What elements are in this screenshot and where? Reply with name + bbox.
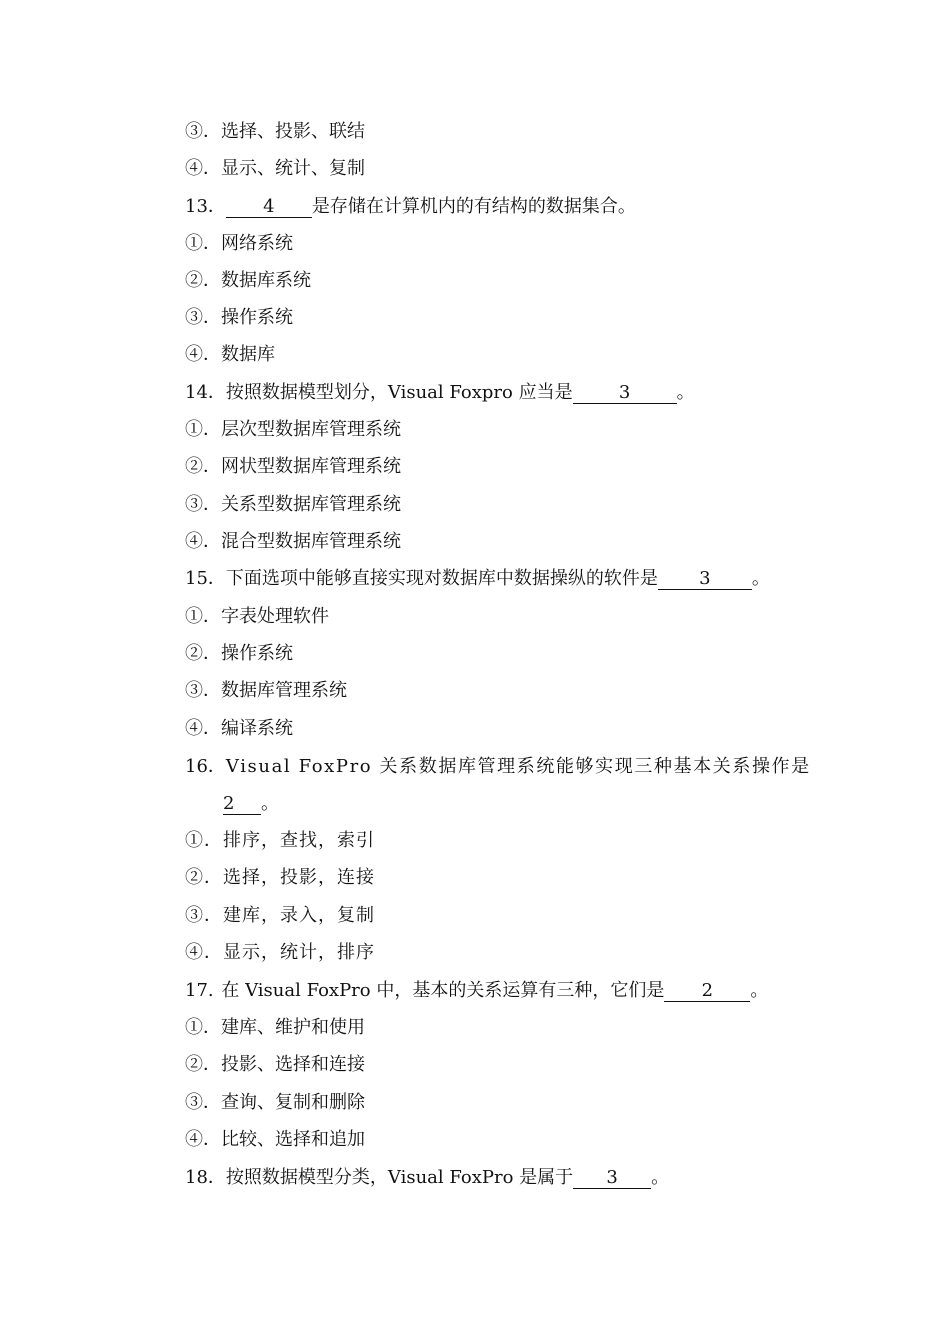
question-17 [185,979,768,1003]
option-line: ④．显示，统计，排序 [185,942,375,963]
answer-blank: 4 [226,197,312,218]
question-number: 13． [185,196,226,217]
option-line: ②．网状型数据库管理系统 [185,456,401,477]
option-line: ③．建库，录入，复制 [185,905,375,926]
question-number: 18． [185,1167,226,1188]
question-16 [185,755,811,779]
question-end: 。 [676,382,695,403]
question-text: 按照数据模型分类，Visual FoxPro 是属于 [225,1167,574,1188]
option-line: ④．编译系统 [185,718,293,739]
question-number: 15． [185,568,226,589]
question-text: 是存储在计算机内的有结构的数据集合。 [311,196,636,217]
answer-blank: 3 [573,1168,651,1189]
question-13 [185,195,636,219]
option-line: ④．显示、统计、复制 [185,158,365,179]
question-16-continued [223,792,279,816]
option-line: ③．查询、复制和删除 [185,1092,365,1113]
option-line: ④．比较、选择和追加 [185,1129,365,1150]
answer-blank: 3 [573,383,677,404]
question-number: 16． [185,756,226,777]
question-text: 在 Visual FoxPro 中，基本的关系运算有三种，它们是 [221,980,665,1001]
question-text: 下面选项中能够直接实现对数据库中数据操纵的软件是 [225,568,658,589]
question-number: 17. [185,980,214,1001]
answer-blank: 2 [664,981,750,1002]
answer-blank: 2 [223,794,261,815]
option-line: ②．操作系统 [185,643,293,664]
option-line: ③．数据库管理系统 [185,680,347,701]
question-end: 。 [651,1167,670,1188]
question-number: 14． [185,382,226,403]
question-end: 。 [751,568,770,589]
question-18 [185,1166,669,1190]
option-line: ①．建库、维护和使用 [185,1017,365,1038]
option-line: ①．层次型数据库管理系统 [185,419,401,440]
option-line: ④．数据库 [185,344,275,365]
option-line: ③．选择、投影、联结 [185,121,365,142]
question-end: 。 [261,793,279,814]
answer-blank: 3 [658,569,752,590]
option-line: ①．字表处理软件 [185,606,329,627]
option-line: ②．选择，投影，连接 [185,867,375,888]
option-line: ①．网络系统 [185,233,293,254]
question-text: 按照数据模型划分，Visual Foxpro 应当是 [225,382,573,403]
question-end: 。 [750,980,769,1001]
option-line: ②．投影、选择和连接 [185,1054,365,1075]
option-line: ②．数据库系统 [185,270,311,291]
question-15 [185,567,770,591]
option-line: ①．排序，查找，索引 [185,830,375,851]
question-14 [185,381,695,405]
question-text: Visual FoxPro 关系数据库管理系统能够实现三种基本关系操作是 [225,756,811,777]
option-line: ④．混合型数据库管理系统 [185,531,401,552]
option-line: ③．操作系统 [185,307,293,328]
option-line: ③．关系型数据库管理系统 [185,494,401,515]
